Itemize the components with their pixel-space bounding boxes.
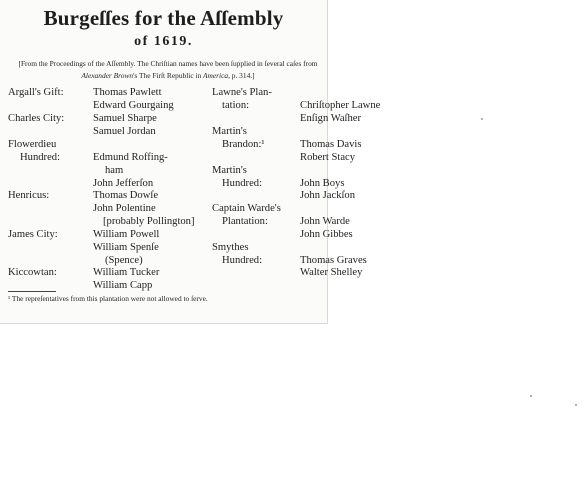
member-name: Edward Gourgaing: [93, 100, 174, 111]
footnote-divider: [8, 291, 56, 292]
member-name: Thomas Davis: [300, 139, 362, 150]
source-note-place: America: [203, 71, 229, 80]
member-note: [probably Pollington]: [103, 216, 195, 227]
member-name: Thomas Pawlett: [93, 87, 162, 98]
member-name: John Boys: [300, 178, 345, 189]
member-name: Edmund Roffing-: [93, 152, 168, 163]
footnote: ¹ The repreſentatives from this plantation were not allowed to ſerve.: [8, 294, 208, 303]
place-argalls-gift: Argall's Gift:: [8, 87, 64, 98]
member-name-cont: ham: [105, 165, 124, 176]
member-name: Thomas Graves: [300, 255, 367, 266]
member-name: Samuel Sharpe: [93, 113, 157, 124]
place-flowerdieu-cont: Hundred:: [20, 152, 61, 163]
member-name: William Spenſe: [93, 242, 159, 253]
place-smythes-hundred-cont: Hundred:: [222, 255, 263, 266]
scan-speck: [530, 395, 532, 397]
member-name: Thomas Dowſe: [93, 190, 159, 201]
place-martins-hundred: Martin's: [212, 165, 247, 176]
member-name: William Powell: [93, 229, 160, 240]
member-name: Robert Stacy: [300, 152, 356, 163]
member-name: Chriſtopher Lawne: [300, 100, 381, 111]
place-captain-wardes-cont: Plantation:: [222, 216, 268, 227]
place-captain-wardes: Captain Warde's: [212, 203, 281, 214]
place-kiccowtan: Kiccowtan:: [8, 267, 57, 278]
place-martins-hundred-cont: Hundred:: [222, 178, 263, 189]
source-note-author: Alexander Brown: [81, 71, 134, 80]
place-flowerdieu: Flowerdieu: [8, 139, 57, 150]
document-page: [0, 0, 381, 324]
place-james-city: James City:: [8, 229, 58, 240]
member-name: John Warde: [300, 216, 350, 227]
member-name: Enſign Waſher: [300, 113, 362, 124]
source-note-line1: [From the Proceedings of the Aſſembly. The Chriſtian names have been ſupplied in ſeveral caſes from: [18, 59, 318, 68]
place-smythes-hundred: Smythes: [212, 242, 249, 253]
scan-speck: [481, 118, 483, 120]
member-name: Samuel Jordan: [93, 126, 156, 137]
member-name: John Jackſon: [300, 190, 356, 201]
document-title: Burgeſſes for the Aſſembly: [43, 6, 284, 30]
place-henricus: Henricus:: [8, 190, 50, 201]
member-name: Walter Shelley: [300, 267, 363, 278]
source-note-end: , p. 314.]: [228, 71, 255, 80]
place-lawnes-plantation-cont: tation:: [222, 100, 250, 111]
member-note: (Spence): [105, 255, 143, 266]
place-lawnes-plantation: Lawne's Plan-: [212, 87, 272, 98]
scan-speck: [575, 404, 577, 406]
member-name: John Gibbes: [300, 229, 353, 240]
member-name: John Jefferſon: [93, 178, 154, 189]
burgesses-list: [0, 0, 381, 323]
place-martins-brandon: Martin's: [212, 126, 247, 137]
source-note-middle: 's The Firſt Republic in: [133, 71, 204, 80]
member-name: John Polentine: [93, 203, 156, 214]
place-martins-brandon-cont: Brandon:¹: [222, 139, 265, 150]
member-name: William Capp: [93, 280, 153, 291]
member-name: William Tucker: [93, 267, 160, 278]
place-charles-city: Charles City:: [8, 113, 65, 124]
document-subtitle: of 1619.: [134, 34, 193, 49]
